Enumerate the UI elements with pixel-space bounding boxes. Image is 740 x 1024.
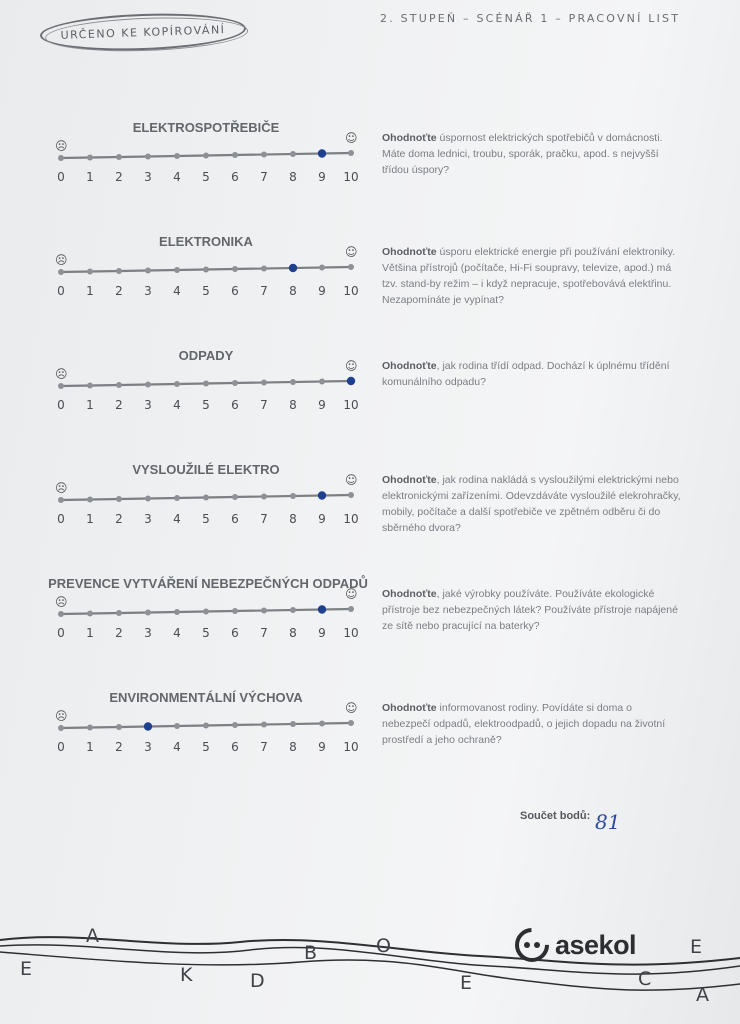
scale-number: 4	[173, 170, 181, 184]
section-title: PREVENCE VYTVÁŘENÍ NEBEZPEČNÝCH ODPADŮ	[48, 576, 368, 591]
scale-dot[interactable]	[348, 492, 354, 498]
scale-dot[interactable]	[116, 382, 122, 388]
scale-dot[interactable]	[174, 495, 180, 501]
scale-number: 10	[343, 512, 359, 526]
scale-dot[interactable]	[174, 267, 180, 273]
scale-dot[interactable]	[261, 266, 267, 272]
rating-section	[0, 118, 740, 228]
scale-number: 0	[57, 740, 65, 754]
scale-number: 4	[173, 284, 181, 298]
selected-rating-dot[interactable]	[289, 264, 297, 272]
scale-dot[interactable]	[290, 151, 296, 157]
description-lead: Ohodnoťte	[382, 474, 437, 486]
scale-number: 3	[144, 740, 152, 754]
description-lead: Ohodnoťte	[382, 132, 437, 144]
sad-face-icon: ☹	[55, 481, 68, 495]
description-lead: Ohodnoťte	[382, 588, 437, 600]
rating-scale	[55, 131, 365, 196]
description-text: , jak rodina třídí odpad. Dochází k úplnému třídění komunálního odpadu?	[382, 360, 670, 388]
selected-rating-dot[interactable]	[318, 491, 326, 499]
section-title: ELEKTRONIKA	[159, 234, 253, 249]
scale-number: 5	[202, 740, 210, 754]
scale-number: 2	[115, 284, 123, 298]
scale-dot[interactable]	[58, 611, 64, 617]
section-title: ODPADY	[178, 348, 234, 363]
scale-dot[interactable]	[290, 379, 296, 385]
scale-number: 9	[318, 284, 326, 298]
scale-dot[interactable]	[203, 609, 209, 615]
asekol-logo	[515, 928, 636, 962]
scale-dot[interactable]	[232, 152, 238, 158]
scale-dot[interactable]	[58, 497, 64, 503]
asekol-logo-icon	[515, 928, 549, 962]
section-title: VYSLOUŽILÉ ELEKTRO	[132, 462, 280, 477]
scale-dot[interactable]	[290, 721, 296, 727]
scale-dot[interactable]	[87, 497, 93, 503]
rating-section	[0, 346, 740, 456]
scale-number: 4	[173, 626, 181, 640]
scale-dot[interactable]	[87, 155, 93, 161]
scale-dot[interactable]	[261, 380, 267, 386]
scale-dot[interactable]	[232, 494, 238, 500]
happy-face-icon: ☺	[345, 131, 358, 145]
scale-number: 4	[173, 398, 181, 412]
scale-dot[interactable]	[203, 495, 209, 501]
section-description	[382, 700, 682, 748]
description-text: , jak rodina nakládá s vysloužilými elektrickými nebo elektronickými zařízeními. Odevzdáváte vysloužilé elekrohračky, mobily, počítače a další spotřebiče ve zpětném odběru či do sběrného dvora?	[382, 474, 681, 534]
footer-letter-4: D	[250, 970, 265, 992]
worksheet-title: 2. STUPEŇ – SCÉNÁŘ 1 – PRACOVNÍ LIST	[380, 12, 681, 25]
scale-number: 9	[318, 626, 326, 640]
happy-face-icon: ☺	[345, 359, 358, 373]
selected-rating-dot[interactable]	[347, 377, 355, 385]
scale-dot[interactable]	[58, 269, 64, 275]
scale-dot[interactable]	[261, 494, 267, 500]
scale-number: 3	[144, 398, 152, 412]
scale-number: 7	[260, 626, 268, 640]
scale-number: 2	[115, 740, 123, 754]
scale-dot[interactable]	[174, 609, 180, 615]
score-label: Součet bodů:	[520, 810, 591, 822]
scale-dot[interactable]	[116, 724, 122, 730]
selected-rating-dot[interactable]	[144, 722, 152, 730]
selected-rating-dot[interactable]	[318, 149, 326, 157]
scale-dot[interactable]	[261, 608, 267, 614]
scale-dot[interactable]	[58, 725, 64, 731]
scale-number: 3	[144, 284, 152, 298]
scale-number: 8	[289, 284, 297, 298]
scale-dot[interactable]	[348, 264, 354, 270]
scale-dot[interactable]	[145, 154, 151, 160]
happy-face-icon: ☺	[345, 587, 358, 601]
scale-number: 6	[231, 398, 239, 412]
scale-number: 4	[173, 740, 181, 754]
description-text: úspornost elektrických spotřebičů v domácnosti. Máte doma lednici, troubu, sporák, pračku, apod. s nejvyšší třídou úspory?	[382, 132, 663, 176]
section-description	[382, 472, 682, 536]
rating-section	[0, 688, 740, 798]
scale-number: 0	[57, 398, 65, 412]
scale-dot[interactable]	[58, 383, 64, 389]
scale-number: 1	[86, 626, 94, 640]
scale-number: 10	[343, 170, 359, 184]
footer-letter-7: E	[460, 972, 473, 994]
scale-dot[interactable]	[348, 606, 354, 612]
scale-number: 8	[289, 626, 297, 640]
scale-dot[interactable]	[261, 152, 267, 158]
rating-section	[0, 574, 740, 684]
scale-number: 3	[144, 170, 152, 184]
scale-number: 0	[57, 170, 65, 184]
scale-number: 0	[57, 626, 65, 640]
scale-number: 1	[86, 512, 94, 526]
scale-dot[interactable]	[87, 383, 93, 389]
scale-dot[interactable]	[145, 610, 151, 616]
scale-number: 0	[57, 512, 65, 526]
scale-dot[interactable]	[145, 382, 151, 388]
scale-number: 7	[260, 740, 268, 754]
selected-rating-dot[interactable]	[318, 605, 326, 613]
scale-dot[interactable]	[203, 153, 209, 159]
footer-letter-10: A	[696, 984, 709, 1006]
scale-number: 7	[260, 398, 268, 412]
scale-number: 7	[260, 512, 268, 526]
description-lead: Ohodnoťte	[382, 246, 437, 258]
scale-number: 10	[343, 626, 359, 640]
footer-letter-1: A	[86, 925, 99, 947]
scale-number: 5	[202, 284, 210, 298]
rating-section	[0, 232, 740, 342]
scale-number: 9	[318, 170, 326, 184]
rating-scale	[55, 587, 365, 652]
scale-dot[interactable]	[232, 380, 238, 386]
sad-face-icon: ☹	[55, 253, 68, 267]
scale-dot[interactable]	[348, 150, 354, 156]
scale-dot[interactable]	[87, 725, 93, 731]
description-lead: Ohodnoťte	[382, 702, 437, 714]
scale-dot[interactable]	[145, 268, 151, 274]
footer-letter-3: K	[180, 964, 193, 986]
scale-dot[interactable]	[290, 493, 296, 499]
scale-dot[interactable]	[174, 723, 180, 729]
stamp-text: URČENO KE KOPÍROVÁNÍ	[60, 22, 226, 42]
description-text: úsporu elektrické energie při používání elektroniky. Většina přístrojů (počítače, Hi-Fi soupravy, televize, apod.) má tzv. stand-by režim – i když nepracuje, spotřebovává elektřinu. Nezapomínáte je vypínat?	[382, 246, 676, 306]
scale-number: 1	[86, 740, 94, 754]
scale-number: 2	[115, 170, 123, 184]
scale-number: 9	[318, 398, 326, 412]
sad-face-icon: ☹	[55, 139, 68, 153]
scale-number: 8	[289, 512, 297, 526]
sad-face-icon: ☹	[55, 595, 68, 609]
footer-letter-8: E	[690, 936, 703, 958]
scale-number: 10	[343, 284, 359, 298]
scale-dot[interactable]	[116, 154, 122, 160]
scale-number: 1	[86, 398, 94, 412]
score-value: 81	[595, 810, 621, 834]
scale-dot[interactable]	[58, 155, 64, 161]
scale-number: 6	[231, 626, 239, 640]
scale-dot[interactable]	[203, 723, 209, 729]
scale-number: 10	[343, 740, 359, 754]
scale-number: 4	[173, 512, 181, 526]
scale-number: 6	[231, 284, 239, 298]
sad-face-icon: ☹	[55, 367, 68, 381]
scale-dot[interactable]	[203, 381, 209, 387]
scale-dot[interactable]	[319, 721, 325, 727]
scale-number: 0	[57, 284, 65, 298]
scale-number: 6	[231, 740, 239, 754]
asekol-logo-text: asekol	[555, 929, 637, 960]
scale-dot[interactable]	[232, 608, 238, 614]
scale-number: 5	[202, 398, 210, 412]
scale-number: 10	[343, 398, 359, 412]
rating-scale	[55, 473, 365, 538]
scale-dot[interactable]	[87, 269, 93, 275]
section-description	[382, 358, 682, 390]
description-text: informovanost rodiny. Povídáte si doma o nebezpečí odpadů, elektroodpadů, o jejich dopadu na životní prostředí a jeho ochraně?	[382, 702, 666, 746]
scale-dot[interactable]	[116, 610, 122, 616]
footer-band	[0, 900, 740, 1024]
scale-number: 1	[86, 284, 94, 298]
happy-face-icon: ☺	[345, 473, 358, 487]
scale-number: 3	[144, 512, 152, 526]
scale-number: 9	[318, 740, 326, 754]
scale-dot[interactable]	[319, 379, 325, 385]
scale-number: 9	[318, 512, 326, 526]
rating-section	[0, 460, 740, 570]
scale-dot[interactable]	[319, 265, 325, 271]
rating-scale	[55, 245, 365, 310]
scale-number: 5	[202, 626, 210, 640]
scale-number: 5	[202, 512, 210, 526]
scale-dot[interactable]	[174, 153, 180, 159]
description-text: , jaké výrobky používáte. Používáte ekologické přístroje bez nebezpečných látek? Používáte přístroje napájené ze sítě nebo pracující na baterky?	[382, 588, 678, 632]
sad-face-icon: ☹	[55, 709, 68, 723]
scale-number: 5	[202, 170, 210, 184]
scale-number: 2	[115, 626, 123, 640]
scale-number: 8	[289, 740, 297, 754]
scale-dot[interactable]	[232, 266, 238, 272]
scale-number: 1	[86, 170, 94, 184]
rating-scale	[55, 701, 365, 766]
scale-number: 7	[260, 170, 268, 184]
scale-dot[interactable]	[145, 496, 151, 502]
scale-dot[interactable]	[116, 268, 122, 274]
footer-letter-9: C	[638, 968, 652, 990]
rating-scale	[55, 359, 365, 424]
happy-face-icon: ☺	[345, 701, 358, 715]
scale-number: 3	[144, 626, 152, 640]
section-description	[382, 130, 682, 178]
copy-stamp	[39, 10, 246, 53]
scale-number: 2	[115, 398, 123, 412]
scale-dot[interactable]	[203, 267, 209, 273]
footer-waves	[0, 900, 740, 1024]
section-title: ELEKTROSPOTŘEBIČE	[132, 120, 280, 135]
description-lead: Ohodnoťte	[382, 360, 437, 372]
section-description	[382, 586, 682, 634]
scale-dot[interactable]	[87, 611, 93, 617]
footer-letter-6: O	[376, 935, 391, 957]
scale-number: 2	[115, 512, 123, 526]
section-title: ENVIRONMENTÁLNÍ VÝCHOVA	[109, 690, 303, 705]
scale-dot[interactable]	[290, 607, 296, 613]
scale-dot[interactable]	[261, 722, 267, 728]
scale-number: 7	[260, 284, 268, 298]
scale-number: 6	[231, 170, 239, 184]
scale-dot[interactable]	[232, 722, 238, 728]
footer-letter-5: B	[304, 942, 318, 964]
scale-number: 6	[231, 512, 239, 526]
happy-face-icon: ☺	[345, 245, 358, 259]
scale-dot[interactable]	[116, 496, 122, 502]
scale-number: 8	[289, 398, 297, 412]
section-description	[382, 244, 682, 308]
scale-number: 8	[289, 170, 297, 184]
footer-letter-2: E	[20, 958, 33, 980]
scale-dot[interactable]	[174, 381, 180, 387]
scale-dot[interactable]	[348, 720, 354, 726]
